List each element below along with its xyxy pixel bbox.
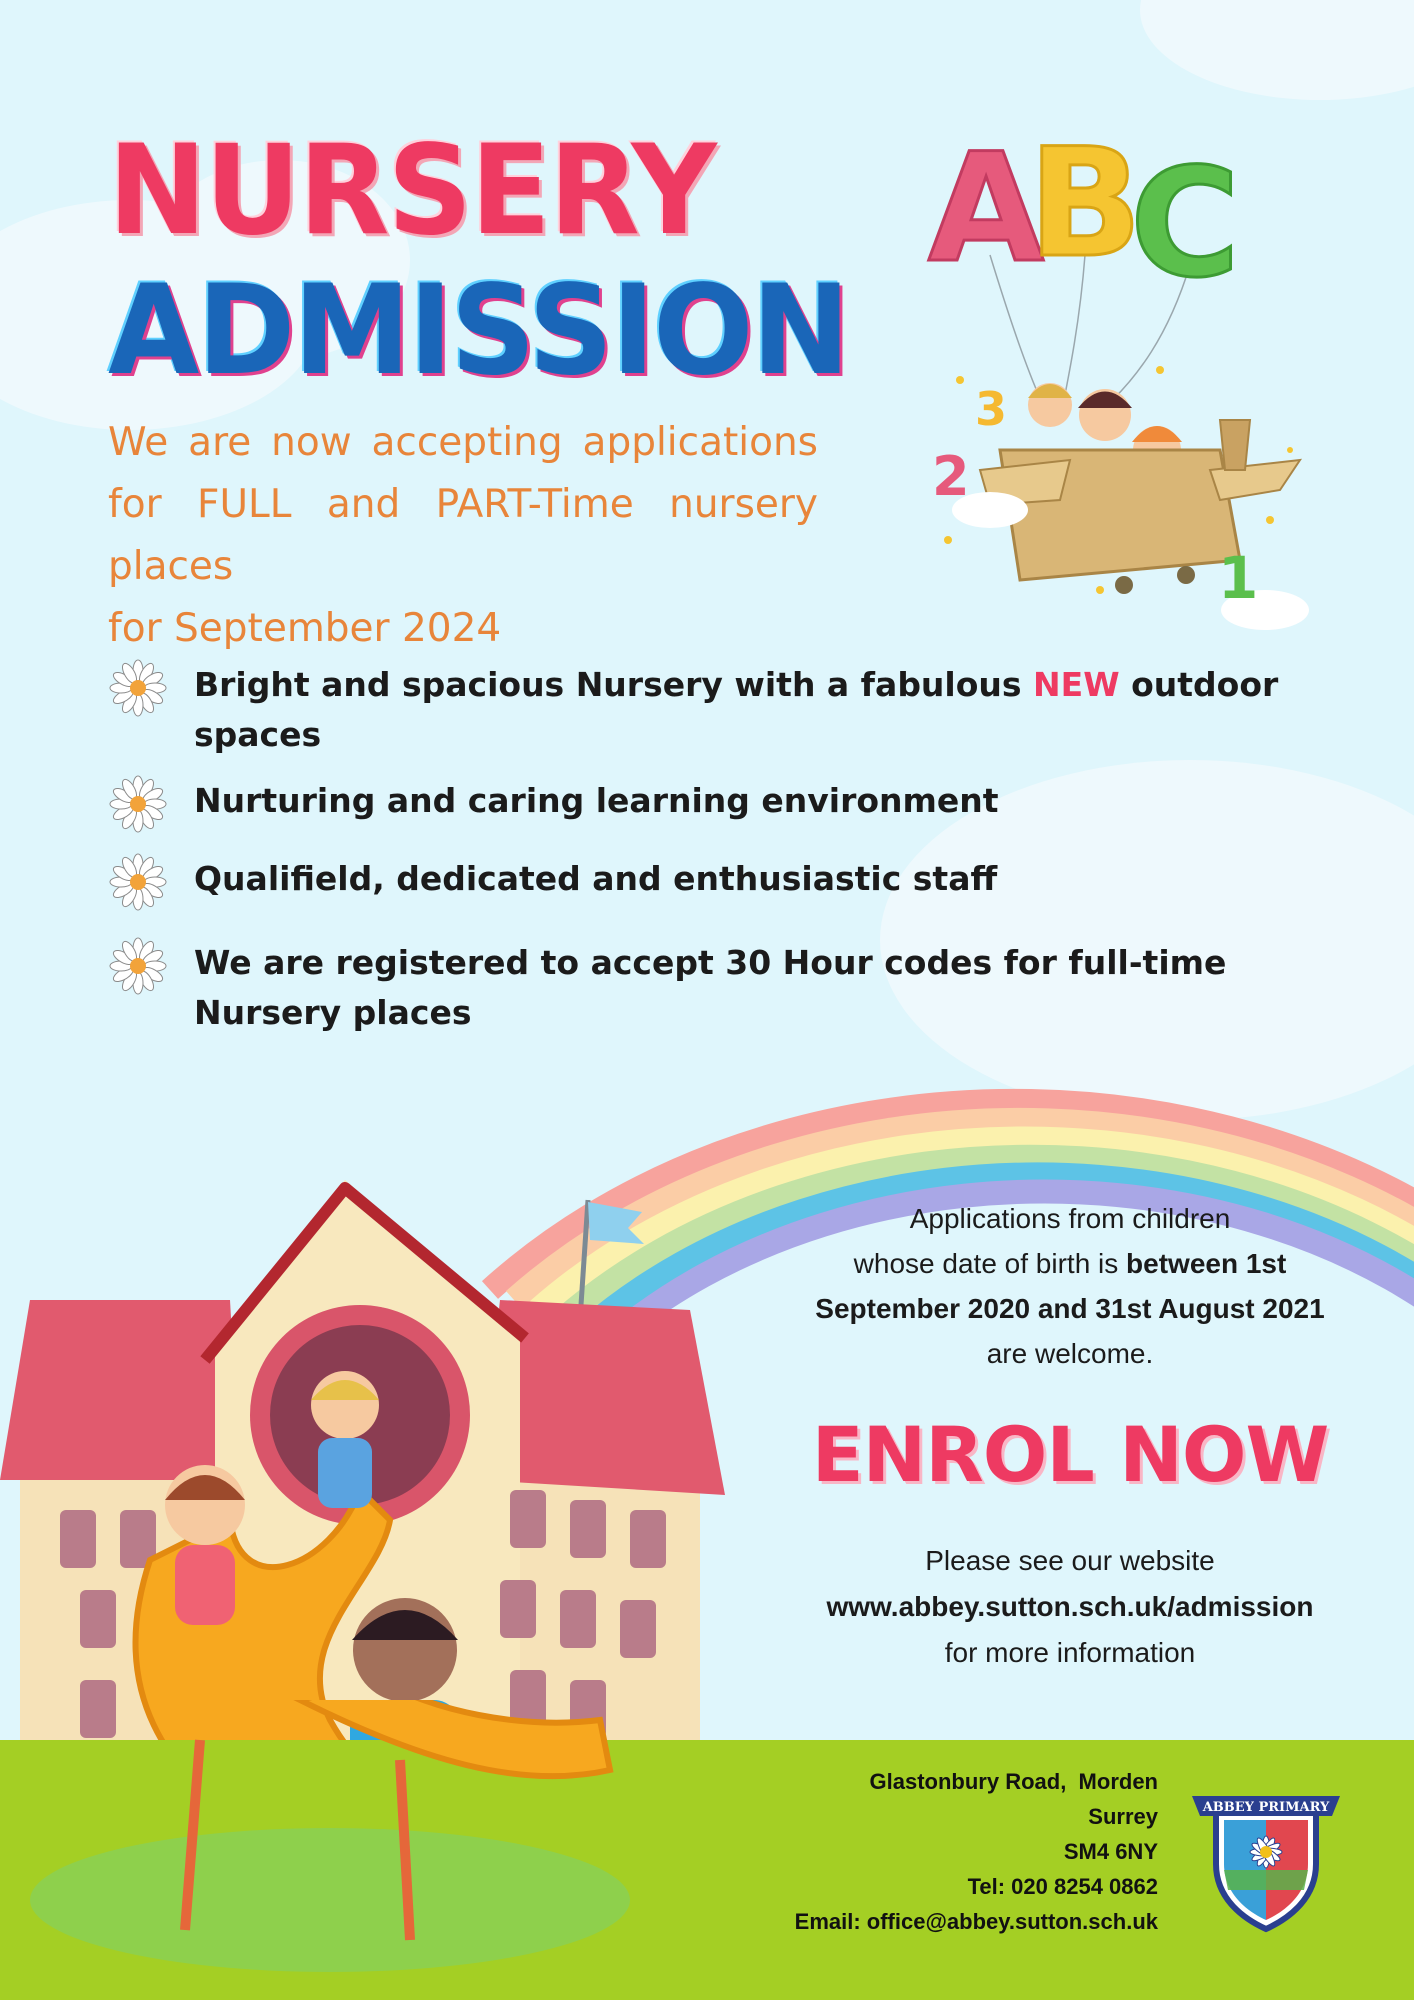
- contact-phone: Tel: 020 8254 0862: [967, 1874, 1158, 1899]
- contact-address: [795, 1764, 1158, 1939]
- feature-text: We are registered to accept 30 Hour codes for full-time Nursery places: [194, 943, 1227, 1032]
- tagline-line: for FULL and PART-Time nursery places: [108, 482, 818, 589]
- address-street: Glastonbury Road, Morden: [869, 1769, 1158, 1794]
- balloon-letter-c: C: [1130, 137, 1241, 311]
- contact-email: Email: office@abbey.sutton.sch.uk: [794, 1909, 1158, 1934]
- eligibility-text: [760, 1196, 1380, 1376]
- balloon-letter-b: B: [1028, 120, 1143, 291]
- address-county: Surrey: [1088, 1804, 1158, 1829]
- number-1: 1: [1218, 544, 1259, 612]
- tagline-line: We are now accepting applications: [108, 420, 818, 465]
- enrol-now-heading: ENROL NOW: [811, 1410, 1329, 1499]
- school-crest-icon: [1188, 1774, 1344, 1934]
- feature-text: Nurturing and caring learning environment: [194, 781, 999, 820]
- eligibility-plain: whose date of birth is: [853, 1248, 1127, 1279]
- number-3: 3: [975, 382, 1008, 436]
- tagline-line: for September 2024: [108, 606, 502, 651]
- eligibility-bold: between 1st: [1126, 1248, 1287, 1279]
- website-line: for more information: [944, 1637, 1196, 1668]
- number-2: 2: [932, 445, 970, 508]
- eligibility-bold: September 2020 and 31st August 2021: [815, 1293, 1325, 1324]
- eligibility-line: Applications from children: [909, 1203, 1231, 1234]
- crest-banner-text: ABBEY PRIMARY: [1202, 1800, 1330, 1815]
- feature-text-part: outdoor spaces: [194, 665, 1279, 754]
- website-info: [760, 1538, 1380, 1676]
- website-line: Please see our website: [925, 1545, 1215, 1576]
- eligibility-line: [760, 1241, 1380, 1286]
- balloon-letter-a: A: [928, 122, 1045, 296]
- feature-text: Qualifield, dedicated and enthusiastic staff: [194, 859, 998, 898]
- title-nursery: NURSERY: [108, 117, 715, 263]
- new-highlight: NEW: [1033, 665, 1120, 704]
- title-admission: ADMISSION: [108, 257, 849, 403]
- address-postcode: SM4 6NY: [1063, 1839, 1158, 1864]
- website-link[interactable]: www.abbey.sutton.sch.uk/admission: [826, 1591, 1314, 1622]
- eligibility-line: [760, 1286, 1380, 1331]
- eligibility-line: are welcome.: [986, 1338, 1154, 1369]
- feature-text-part: Bright and spacious Nursery with a fabulous: [194, 665, 1034, 704]
- slide-foreground: [0, 1700, 640, 2000]
